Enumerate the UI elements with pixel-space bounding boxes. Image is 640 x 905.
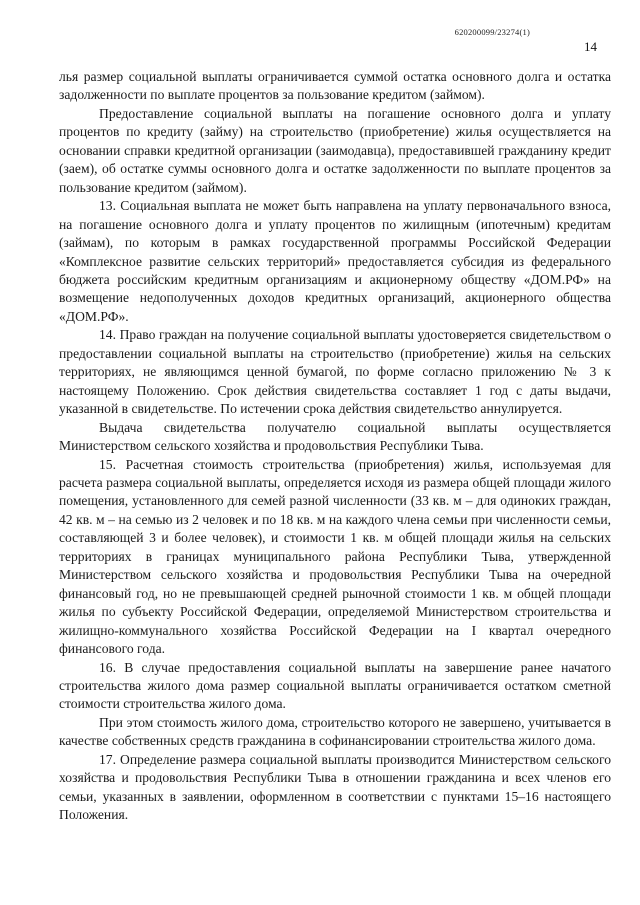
paragraph-13: 13. Социальная выплата не может быть направлена на уплату первоначального взноса, на погашение основного долга и уплату процентов по жилищным (ипотечным) кредитам (займам), по которым в рамках государственной программы Российской Федерации «Комплексное развитие сельских территорий» предоставляется субсидия из федерального бюджета российским кредитным организациям и акционерному обществу «ДОМ.РФ» на возмещение недополученных доходов кредитных организаций, акционерного общества «ДОМ.РФ». bbox=[59, 198, 611, 324]
document-id: 620200099/23274(1) bbox=[454, 27, 530, 37]
paragraph-continuation: лья размер социальной выплаты ограничивается суммой остатка основного долга и остатка задолженности по выплате процентов за пользование кредитом (займом). bbox=[59, 69, 611, 103]
paragraph-16-note: При этом стоимость жилого дома, строительство которого не завершено, учитывается в качестве собственных средств гражданина в софинансировании строительства жилого дома. bbox=[59, 714, 611, 749]
paragraph-14: 14. Право граждан на получение социальной выплаты удостоверяется свидетельством о предоставлении социальной выплаты на строительство (приобретение) жилья на сельских территориях, не являющимся ценной бумагой, по форме согласно приложению № 3 к настоящему Положению. Срок действия свидетельства составляет 1 год с даты выдачи, указанной в свидетельстве. По истечении срока действия свидетельство аннулируется. bbox=[59, 327, 611, 417]
paragraph-17: 17. Определение размера социальной выплаты производится Министерством сельского хозяйства и продовольствия Республики Тыва в отношении гражданина и всех членов его семьи, указанных в заявлении, оформленном в соответствии с пунктами 15–16 настоящего Положения. bbox=[59, 751, 611, 823]
document-body bbox=[59, 68, 611, 825]
page-number: 14 bbox=[584, 39, 597, 54]
paragraph-14-issuance: Выдача свидетельства получателю социальной выплаты осуществляется Министерством сельского хозяйства и продовольствия Республики Тыва. bbox=[59, 419, 611, 454]
paragraph-16: 16. В случае предоставления социальной выплаты на завершение ранее начатого строительства жилого дома размер социальной выплаты ограничивается остатком сметной стоимости строительства жилого дома. bbox=[59, 659, 611, 712]
paragraph-15: 15. Расчетная стоимость строительства (приобретения) жилья, используемая для расчета размера социальной выплаты, определяется исходя из размера общей площади жилого помещения, установленного для семей разной численности (33 кв. м – для одиноких граждан, 42 кв. м – на семью из 2 человек и по 18 кв. м на каждого члена семьи при численности семьи, составляющей 3 и более человек), и стоимости 1 кв. м общей площади жилья на сельских территориях в границах муниципального района Республики Тыва, утвержденной Министерством сельского хозяйства и продовольствия Республики Тыва на очередной финансовый год, но не превышающей средней рыночной стоимости 1 кв. м общей площади жилья по субъекту Российской Федерации, определяемой Министерством строительства и жилищно-коммунального хозяйства Российской Федерации на I квартал очередного финансового года. bbox=[59, 456, 611, 657]
paragraph-12-note: Предоставление социальной выплаты на погашение основного долга и уплату процентов по кредиту (займу) на строительство (приобретение) жилья осуществляется на основании справки кредитной организации (заимодавца), предоставившей гражданину кредит (заем), об остатке суммы основного долга и остатке задолженности по выплате процентов за пользование кредитом (займом). bbox=[59, 105, 611, 195]
